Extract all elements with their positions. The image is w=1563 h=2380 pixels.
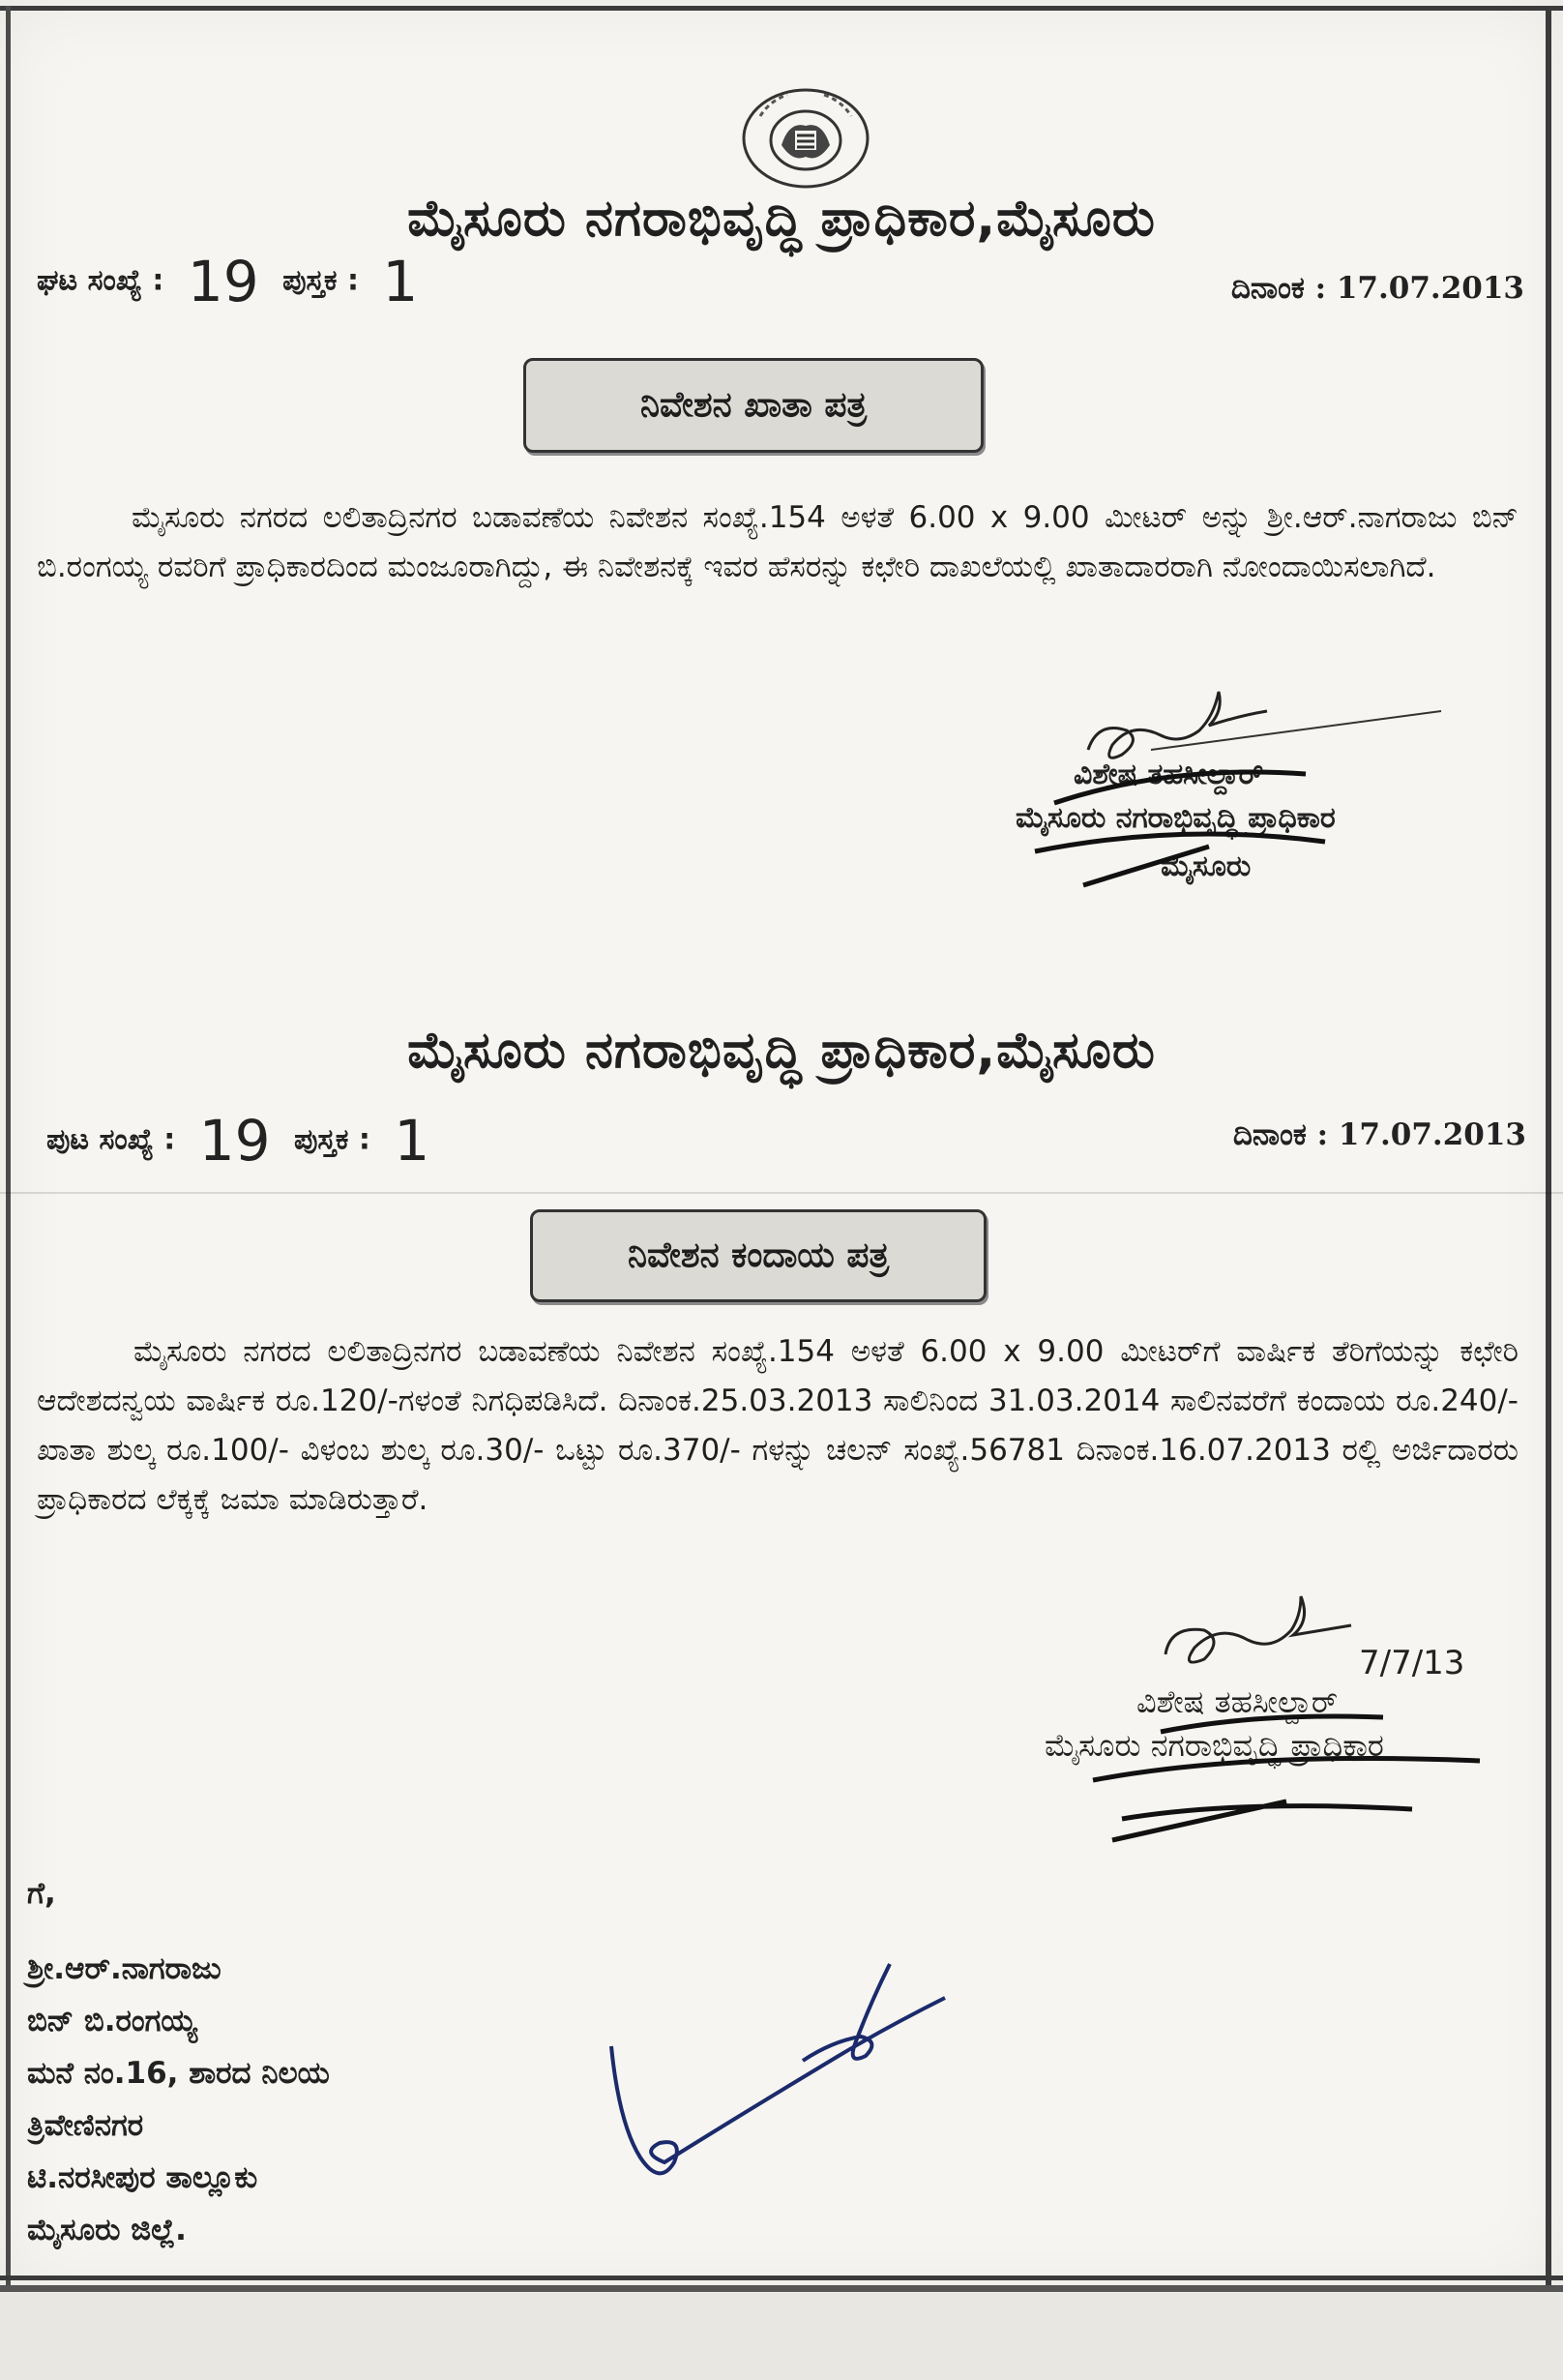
page-book-line [37, 249, 431, 314]
date-line-2: ದಿನಾಂಕ : 17.07.2013 [1232, 1117, 1526, 1152]
date-line: ದಿನಾಂಕ : 17.07.2013 [1230, 271, 1524, 306]
signatory-title: ವಿಶೇಷ ತಹಸೀಲ್ದಾರ್ [1136, 1683, 1339, 1720]
authority-seal-icon [741, 87, 870, 190]
bottom-border-outer [0, 2285, 1563, 2292]
heading-kandaya-text: ನಿವೇಶನ ಕಂದಾಯ ಪತ್ರ [627, 1235, 890, 1275]
recipient-line: ಶ್ರೀ.ಆರ್.ನಾಗರಾಜು [27, 1951, 221, 1986]
page-number-label-2: ಪುಟ ಸಂಖ್ಯೆ : [46, 1122, 176, 1157]
book-value: 1 [382, 249, 419, 314]
authority-title: ಮೈಸೂರು ನಗರಾಭಿವೃದ್ಧಿ ಪ್ರಾಧಿಕಾರ,ಮೈಸೂರು [407, 190, 1156, 248]
recipient-line: ಟಿ.ನರಸೀಪುರ ತಾಲ್ಲೂಕು [27, 2160, 258, 2195]
khata-body: ಮೈಸೂರು ನಗರದ ಲಲಿತಾದ್ರಿನಗರ ಬಡಾವಣೆಯ ನಿವೇಶನ ಸಂಖ್ಯೆ.154 ಅಳತೆ 6.00 x 9.00 ಮೀಟರ್ ಅನ್ನು ಶ್ರೀ.ಆರ್.ನಾಗರಾಜು ಬಿನ್ ಬಿ.ರಂಗಯ್ಯ ರವರಿಗೆ ಪ್ರಾಧಿಕಾರದಿಂದ ಮಂಜೂರಾಗಿದ್ದು, ಈ ನಿವೇಶನಕ್ಕೆ ಇವರ ಹೆಸರನ್ನು ಕಛೇರಿ ದಾಖಲೆಯಲ್ಲಿ ಖಾತಾದಾರರಾಗಿ ನೋಂದಾಯಿಸಲಾಗಿದೆ. [37, 500, 1519, 584]
page-number-label: ಘಟ ಸಂಖ್ಯೆ : [37, 263, 164, 298]
recipient-signature [600, 1954, 967, 2206]
heading-kandaya-patra [530, 1209, 987, 1302]
heading-khata-patra [523, 358, 984, 453]
book-value-2: 1 [394, 1108, 430, 1174]
signatory-office: ಮೈಸೂರು ನಗರಾಭಿವೃದ್ಧಿ ಪ್ರಾಧಿಕಾರ [1045, 1727, 1384, 1764]
authority-title-2: ಮೈಸೂರು ನಗರಾಭಿವೃದ್ಧಿ ಪ್ರಾಧಿಕಾರ,ಮೈಸೂರು [407, 1022, 1156, 1080]
recipient-line: ಮೈಸೂರು ಜಿಲ್ಲೆ. [27, 2213, 187, 2247]
recipient-line: ತ್ರಿವೇಣಿನಗರ [27, 2108, 144, 2143]
recipient-block [27, 1867, 330, 2256]
date-label-2: ದಿನಾಂಕ [1232, 1117, 1307, 1152]
left-border [6, 6, 11, 2291]
stamp1-line2: ಮೈಸೂರು ನಗರಾಭಿವೃದ್ಧಿ ಪ್ರಾಧಿಕಾರ [1016, 801, 1336, 835]
book-label-2: ಪುಸ್ತಕ : [294, 1122, 370, 1157]
kandaya-body: ಮೈಸೂರು ನಗರದ ಲಲಿತಾದ್ರಿನಗರ ಬಡಾವಣೆಯ ನಿವೇಶನ ಸಂಖ್ಯೆ.154 ಅಳತೆ 6.00 x 9.00 ಮೀಟರ್‌ಗೆ ವಾರ್ಷಿಕ ತೆರಿಗೆಯನ್ನು ಕಛೇರಿ ಆದೇಶದನ್ವಯ ವಾರ್ಷಿಕ ರೂ.120/-ಗಳಂತೆ ನಿಗಧಿಪಡಿಸಿದೆ. ದಿನಾಂಕ.25.03.2013 ಸಾಲಿನಿಂದ 31.03.2014 ಸಾಲಿನವರೆಗೆ ಕಂದಾಯ ರೂ.240/- ಖಾತಾ ಶುಲ್ಕ ರೂ.100/- ವಿಳಂಬ ಶುಲ್ಕ ರೂ.30/- ಒಟ್ಟು ರೂ.370/- ಗಳನ್ನು ಚಲನ್ ಸಂಖ್ಯೆ.56781 ದಿನಾಂಕ.16.07.2013 ರಲ್ಲಿ ಅರ್ಜಿದಾರರು ಪ್ರಾಧಿಕಾರದ ಲೆಕ್ಕಕ್ಕೆ ಜಮಾ ಮಾಡಿರುತ್ತಾರೆ. [37, 1334, 1519, 1517]
top-border [0, 6, 1563, 11]
page-book-line-2 [46, 1108, 443, 1174]
signature-stamp-2 [1035, 1587, 1548, 1858]
stamp1-line1: ವಿಶೇಷ ತಹಸೀಲ್ದಾರ್ [1074, 758, 1264, 791]
date-value-2: 17.07.2013 [1338, 1117, 1526, 1152]
paper-fold [0, 1192, 1563, 1194]
signature-date-2: 7/7/13 [1359, 1644, 1465, 1682]
signature-stamp-1 [996, 658, 1499, 900]
page-number-value: 19 [187, 249, 259, 314]
stamp1-line3: ಮೈಸೂರು [1161, 849, 1252, 883]
salutation: ಗೆ, [27, 1876, 56, 1911]
recipient-line: ಬಿನ್ ಬಿ.ರಂಗಯ್ಯ [27, 2004, 197, 2038]
book-label: ಪುಸ್ತಕ : [282, 263, 359, 298]
recipient-line: ಮನೆ ನಂ.16, ಶಾರದ ನಿಲಯ [27, 2056, 330, 2091]
heading-khata-text: ನಿವೇಶನ ಖಾತಾ ಪತ್ರ [639, 385, 868, 425]
date-label: ದಿನಾಂಕ [1230, 271, 1305, 306]
date-value: 17.07.2013 [1336, 271, 1524, 306]
page-number-value-2: 19 [198, 1108, 271, 1174]
right-border [1546, 6, 1551, 2291]
bottom-border [0, 2276, 1563, 2280]
